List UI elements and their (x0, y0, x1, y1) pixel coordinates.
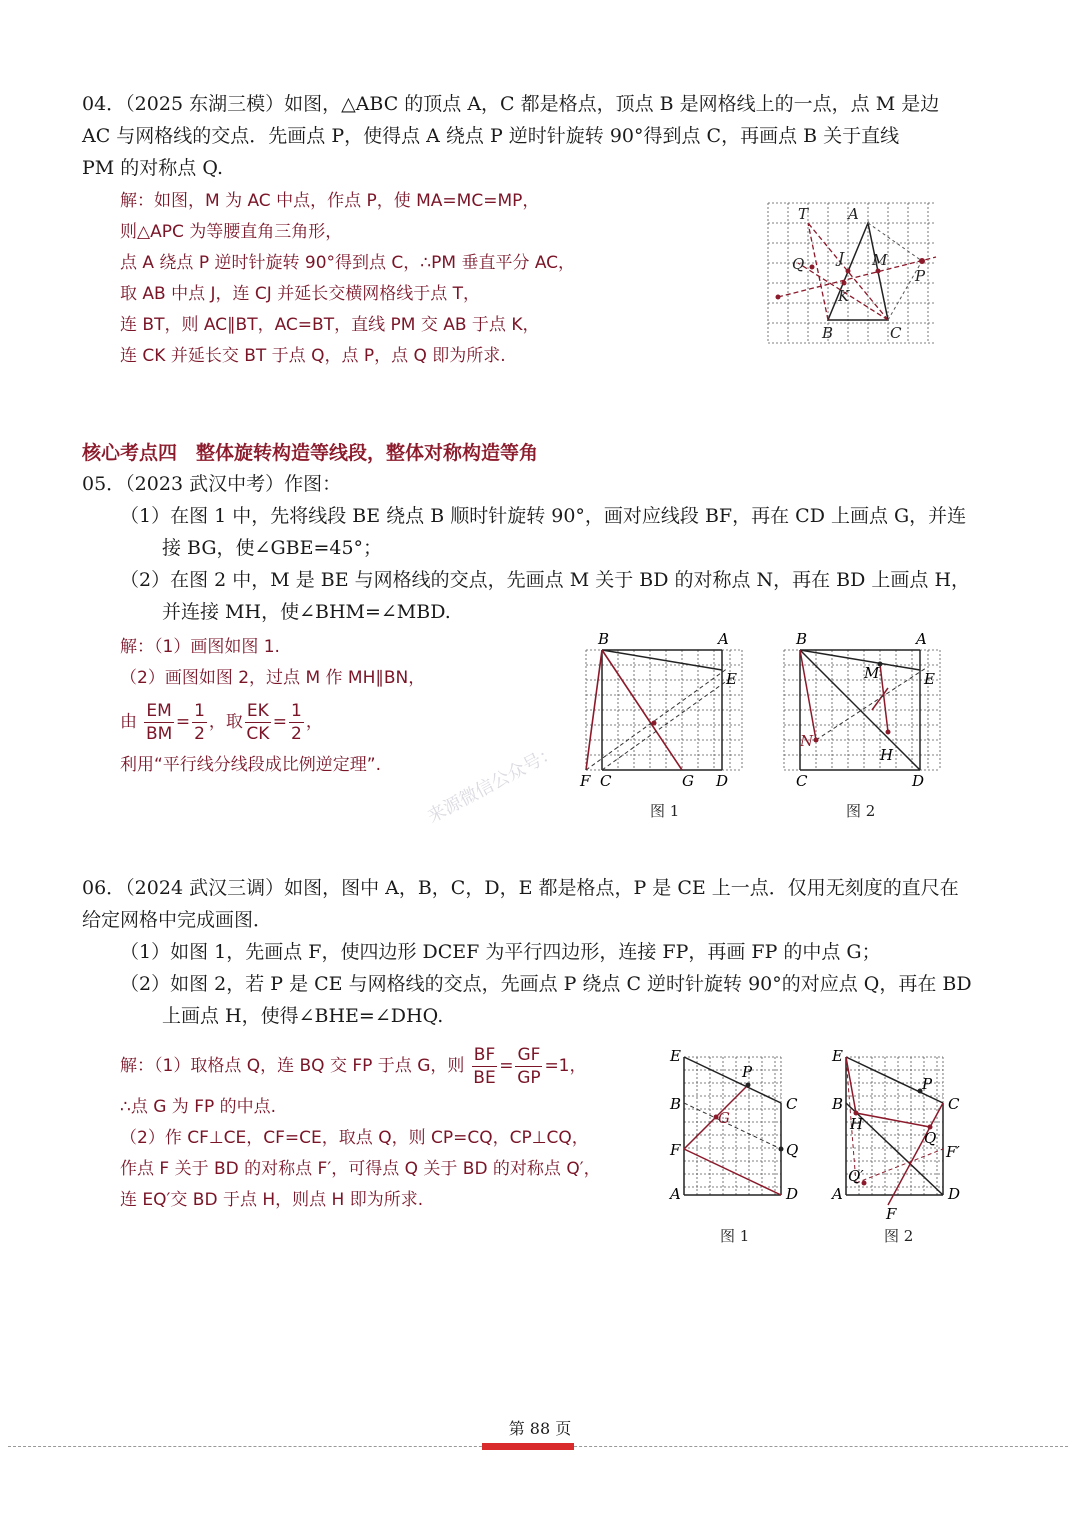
label-c: C (890, 324, 902, 342)
label-b: B (670, 1095, 682, 1113)
q06-line: 给定网格中完成画图． (82, 909, 273, 931)
label-a: A (718, 630, 729, 648)
label-a: A (848, 205, 859, 223)
watermark: 来源微信公众号： (424, 741, 562, 828)
point-n (814, 738, 819, 743)
q06-fig1-caption: 图 1 (720, 1227, 750, 1245)
label-f: F (670, 1141, 681, 1159)
label-b: B (822, 324, 834, 342)
grid (768, 203, 934, 343)
point-m (876, 269, 881, 274)
solution-line: ∴点 G 为 FP 的中点. (120, 1097, 277, 1117)
q05-line: 接 BG，使∠GBE=45°； (162, 537, 383, 559)
label-a: A (832, 1185, 843, 1203)
label-p: P (915, 267, 926, 285)
solution-line: 则△APC 为等腰直角三角形， (120, 222, 343, 242)
point-p (919, 258, 925, 264)
q04-figure (760, 195, 942, 350)
solution-line: 作点 F 关于 BD 的对称点 F′，可得点 Q 关于 BD 的对称点 Q′， (120, 1159, 601, 1179)
q05-line: 并连接 MH，使∠BHM=∠MBD. (162, 601, 451, 623)
label-e: E (832, 1047, 843, 1065)
label-e: E (924, 670, 935, 688)
q05-line: 05．（2023 武汉中考）作图： (82, 473, 342, 495)
point-h (886, 730, 891, 735)
fraction: $\frac{GF}{GP}$ (517, 1044, 541, 1088)
label-c: C (786, 1095, 798, 1113)
label-n: N (800, 732, 814, 750)
label-q: Q (786, 1141, 799, 1159)
footer-accent-bar (482, 1443, 574, 1450)
label-e: E (726, 670, 737, 688)
q06-line: 06．（2024 武汉三调）如图，图中 A，B，C，D，E 都是格点，P 是 CE 上一点．仅用无刻度的直尺在 (82, 877, 959, 899)
label-d: D (912, 772, 925, 790)
q04-text (82, 88, 992, 184)
label-b: B (832, 1095, 844, 1113)
q05-figure-2 (776, 628, 948, 793)
q06-text (82, 872, 1002, 1032)
label-g: G (682, 772, 694, 790)
label-p: P (742, 1063, 753, 1081)
label-m: M (864, 664, 880, 682)
q05-line: （2）在图 2 中，M 是 BE 与网格线的交点，先画点 M 关于 BD 的对称点 N，再在 BD 上画点 H， (120, 569, 971, 591)
q06-line: （1）如图 1，先画点 F，使四边形 DCEF 为平行四边形，连接 FP，再画 FP 的中点 G； (120, 941, 881, 963)
line-bq (684, 1103, 781, 1149)
solution-line: 解：如图，M 为 AC 中点，作点 P，使 MA=MC=MP， (120, 191, 540, 211)
q06-figure-1 (666, 1045, 806, 1215)
solution-line: 取 AB 中点 J，连 CJ 并延长交横网格线于点 T， (120, 284, 480, 304)
label-c: C (796, 772, 808, 790)
label-k: K (838, 287, 850, 305)
label-b: B (796, 630, 808, 648)
point-left (776, 295, 781, 300)
label-e: E (670, 1047, 681, 1065)
solution-line: 连 EQ′交 BD 于点 H，则点 H 即为所求. (120, 1190, 424, 1210)
q04-line: 04．（2025 东湖三模）如图，△ABC 的顶点 A，C 都是格点，顶点 B 是网格线上的一点，点 M 是边 (82, 93, 940, 115)
fraction: $\frac{1}{2}$ (194, 700, 205, 744)
segment-hq (856, 1113, 930, 1127)
label-f: F (580, 772, 591, 790)
q05-figure-1 (578, 628, 750, 793)
q04-solution (120, 186, 760, 372)
point-p (746, 1083, 751, 1088)
segment-cf (888, 1103, 943, 1205)
point-k (842, 281, 847, 286)
q05-text (82, 468, 1002, 628)
label-h: H (880, 746, 894, 764)
q05-fig2-caption: 图 2 (846, 802, 876, 820)
solution-line: 点 A 绕点 P 逆时针旋转 90°得到点 C，∴PM 垂直平分 AC， (120, 253, 576, 273)
fraction: $\frac{EK}{CK}$ (246, 700, 270, 744)
label-m: M (872, 251, 888, 269)
label-a: A (916, 630, 927, 648)
point-q (810, 265, 815, 270)
label-q-prime: Q′ (848, 1167, 864, 1185)
section-heading: 核心考点四 整体旋转构造等线段，整体对称构造等角 (82, 442, 539, 464)
point-q (779, 1147, 784, 1152)
label-d: D (716, 772, 729, 790)
solution-line: 解：（1）画图如图 1. (120, 637, 280, 657)
solution-line: 连 BT，则 AC∥BT，AC=BT，直线 PM 交 AB 于点 K， (120, 315, 540, 335)
solution-line: 连 CK 并延长交 BT 于点 Q，点 P，点 Q 即为所求. (120, 346, 506, 366)
solution-line: （2）作 CF⊥CE，CF=CE，取点 Q，则 CP=CQ，CP⊥CQ， (120, 1128, 589, 1148)
label-c: C (600, 772, 612, 790)
q04-line: AC 与网格线的交点．先画点 P，使得点 A 绕点 P 逆时针旋转 90°得到点 C，再画点 B 关于直线 (82, 125, 900, 147)
label-q: Q (792, 255, 805, 273)
label-d: D (948, 1185, 961, 1203)
label-b: B (598, 630, 610, 648)
label-p: P (922, 1075, 933, 1093)
q06-line: （2）如图 2，若 P 是 CE 与网格线的交点，先画点 P 绕点 C 逆时针旋转 90°的对应点 Q，再在 BD (120, 973, 972, 995)
label-q: Q (924, 1129, 937, 1147)
solution-fraction-line: 解：（1）取格点 Q，连 BQ 交 FP 于点 G，则 $\frac{BF}{BE}$ = $\frac{GF}{GP}$ =1， (120, 1044, 587, 1088)
label-g: G (718, 1109, 730, 1127)
label-a: A (670, 1185, 681, 1203)
q06-solution (120, 1040, 660, 1216)
fraction: $\frac{BF}{BE}$ (473, 1044, 496, 1088)
point-mark (652, 721, 657, 726)
fraction: $\frac{EM}{BM}$ (145, 700, 173, 744)
q06-line: 上画点 H，使得∠BHE=∠DHQ. (162, 1005, 444, 1027)
label-t: T (798, 205, 809, 223)
solution-fraction-line: 由 $\frac{EM}{BM}$ = $\frac{1}{2}$ ，取 $\frac{EK}{CK}$ = $\frac{1}{2}$ ， (120, 700, 323, 744)
label-c: C (948, 1095, 960, 1113)
q05-fig1-caption: 图 1 (650, 802, 680, 820)
point-j (846, 269, 851, 274)
page-number: 第 88 页 (508, 1419, 572, 1438)
label-j: J (838, 249, 845, 267)
q04-line: PM 的对称点 Q. (82, 157, 223, 179)
segment-fd (684, 1149, 781, 1195)
q06-figure-2 (828, 1045, 968, 1225)
q05-line: （1）在图 1 中，先将线段 BE 绕点 B 顺时针旋转 90°，画对应线段 BF，再在 CD 上画点 G，并连 (120, 505, 967, 527)
label-f: F (886, 1205, 897, 1223)
fraction: $\frac{1}{2}$ (291, 700, 302, 744)
q06-fig2-caption: 图 2 (884, 1227, 914, 1245)
label-f-prime: F′ (946, 1143, 960, 1161)
label-h: H (850, 1115, 864, 1133)
label-d: D (786, 1185, 799, 1203)
solution-line: （2）画图如图 2，过点 M 作 MH∥BN， (120, 668, 426, 688)
solution-line: 利用“平行线分线段成比例逆定理”. (120, 755, 382, 775)
